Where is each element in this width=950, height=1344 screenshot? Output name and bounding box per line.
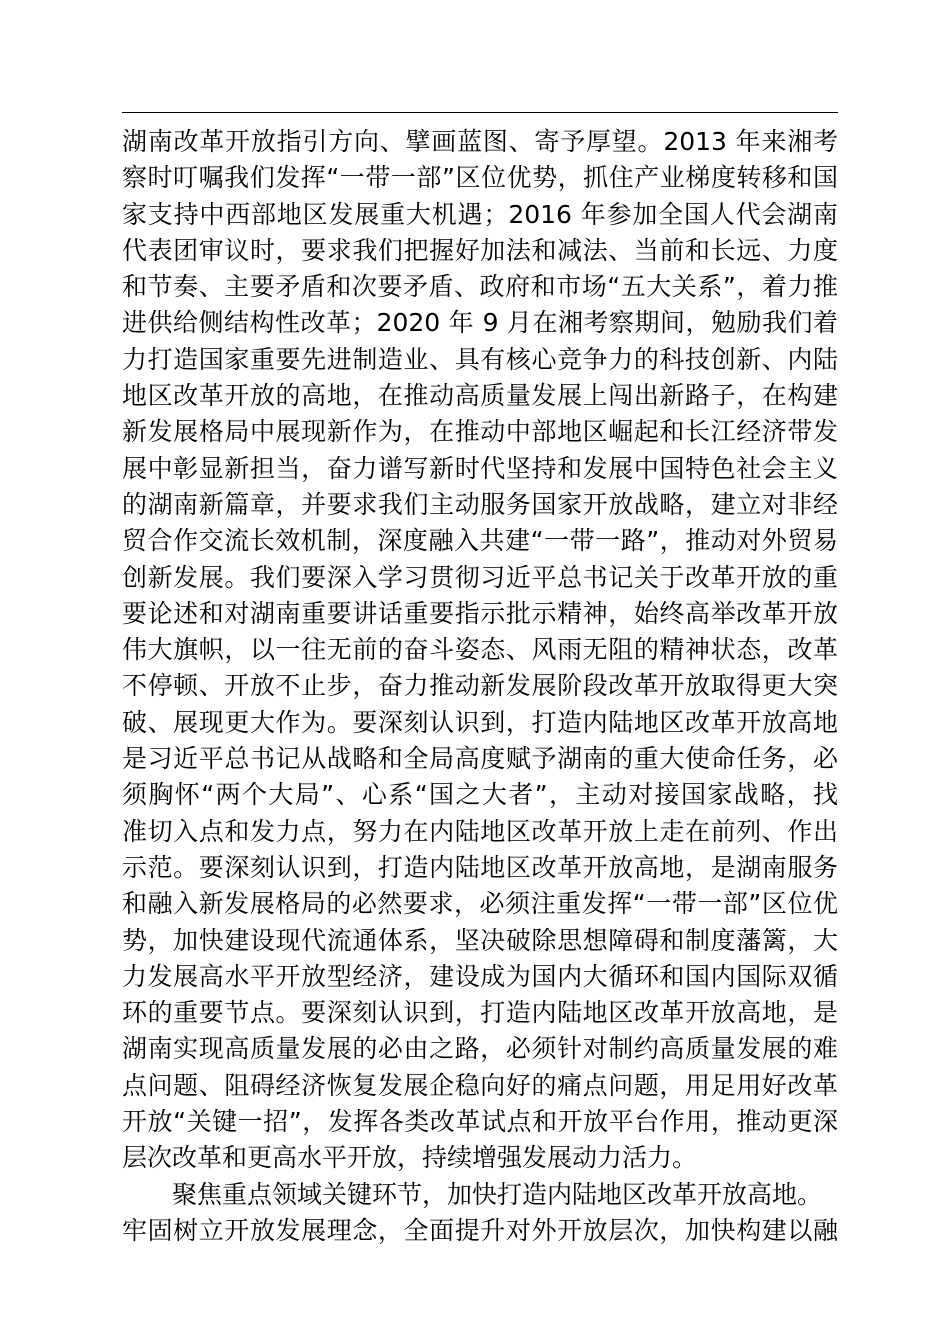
body-text xyxy=(122,124,838,1249)
text-line: 家支持中西部地区发展重大机遇；2016 年参加全国人代会湖南 xyxy=(122,199,838,229)
text-line: 展中彰显新担当，奋力谱写新时代坚持和发展中国特色社会主义 xyxy=(122,453,838,483)
paragraph-end-line: 层次改革和更高水平开放，持续增强发展动力活力。 xyxy=(122,1143,698,1173)
header-rule xyxy=(122,112,838,113)
text-line: 环的重要节点。要深刻认识到，打造内陆地区改革开放高地，是 xyxy=(122,998,838,1028)
text-line: 要论述和对湖南重要讲话重要指示批示精神，始终高举改革开放 xyxy=(122,598,838,628)
text-line: 的湖南新篇章，并要求我们主动服务国家开放战略，建立对非经 xyxy=(122,489,838,519)
text-line: 须胸怀“两个大局”、心系“国之大者”，主动对接国家战略，找 xyxy=(122,780,838,810)
text-line: 进供给侧结构性改革；2020 年 9 月在湘考察期间，勉励我们着 xyxy=(122,308,838,338)
text-line: 点问题、阻碍经济恢复发展企稳向好的痛点问题，用足用好改革 xyxy=(122,1070,838,1100)
text-line: 牢固树立开放发展理念，全面提升对外开放层次，加快构建以融 xyxy=(122,1215,838,1245)
text-line: 地区改革开放的高地，在推动高质量发展上闯出新路子，在构建 xyxy=(122,381,838,411)
text-line: 新发展格局中展现新作为，在推动中部地区崛起和长江经济带发 xyxy=(122,417,838,447)
text-line: 力发展高水平开放型经济，建设成为国内大循环和国内国际双循 xyxy=(122,961,838,991)
text-line: 破、展现更大作为。要深刻认识到，打造内陆地区改革开放高地 xyxy=(122,707,838,737)
text-line: 和节奏、主要矛盾和次要矛盾、政府和市场“五大关系”，着力推 xyxy=(122,272,838,302)
text-line: 开放“关键一招”，发挥各类改革试点和开放平台作用，推动更深 xyxy=(122,1107,838,1137)
text-line: 创新发展。我们要深入学习贯彻习近平总书记关于改革开放的重 xyxy=(122,562,838,592)
text-line: 湖南改革开放指引方向、擘画蓝图、寄予厚望。2013 年来湘考 xyxy=(122,127,838,156)
text-line: 湖南实现高质量发展的必由之路，必须针对制约高质量发展的难 xyxy=(122,1034,838,1064)
text-line: 察时叮嘱我们发挥“一带一部”区位优势，抓住产业梯度转移和国 xyxy=(122,163,838,193)
paragraph-heading-line: 聚焦重点领域关键环节，加快打造内陆地区改革开放高地。 xyxy=(172,1179,823,1209)
text-line: 是习近平总书记从战略和全局高度赋予湖南的重大使命任务，必 xyxy=(122,744,838,774)
text-line: 和融入新发展格局的必然要求，必须注重发挥“一带一部”区位优 xyxy=(122,889,838,919)
text-line: 代表团审议时，要求我们把握好加法和减法、当前和长远、力度 xyxy=(122,235,838,265)
text-line: 不停顿、开放不止步，奋力推动新发展阶段改革开放取得更大突 xyxy=(122,671,838,701)
text-line: 贸合作交流长效机制，深度融入共建“一带一路”，推动对外贸易 xyxy=(122,526,838,556)
text-line: 势，加快建设现代流通体系，坚决破除思想障碍和制度藩篱，大 xyxy=(122,925,838,955)
text-line: 示范。要深刻认识到，打造内陆地区改革开放高地，是湖南服务 xyxy=(122,852,838,882)
text-line: 力打造国家重要先进制造业、具有核心竞争力的科技创新、内陆 xyxy=(122,344,838,374)
text-line: 准切入点和发力点，努力在内陆地区改革开放上走在前列、作出 xyxy=(122,816,838,846)
text-line: 伟大旗帜，以一往无前的奋斗姿态、风雨无阻的精神状态，改革 xyxy=(122,635,838,665)
